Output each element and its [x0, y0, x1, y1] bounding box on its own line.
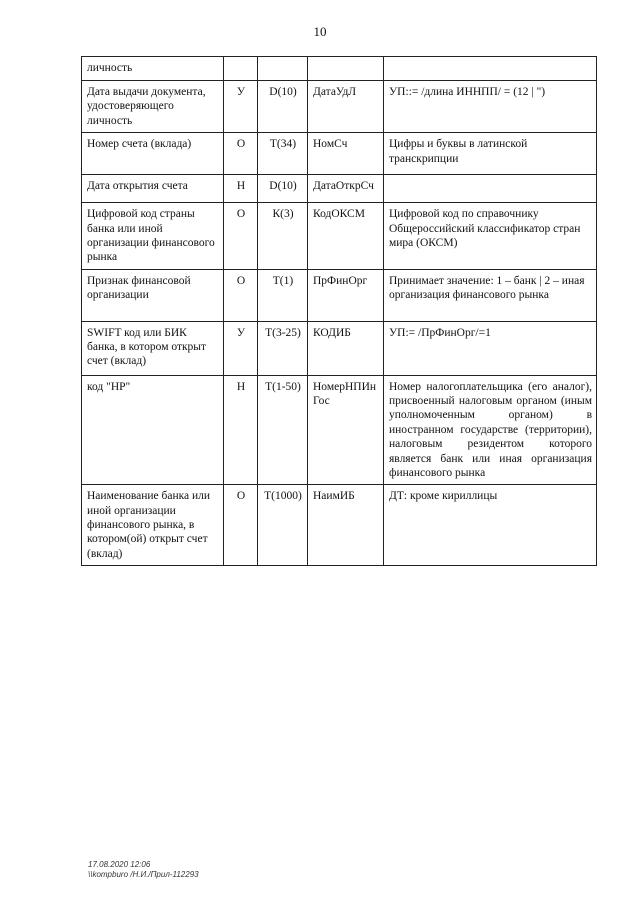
table-row: [82, 375, 597, 485]
cell-name: Цифровой код страны банка или иной организации финансового рынка: [82, 203, 224, 270]
cell-status: О: [224, 203, 258, 270]
cell-tag: НаимИБ: [308, 485, 384, 566]
cell-name: Признак финансовой организации: [82, 269, 224, 321]
cell-desc: УП:= /ПрФинОрг/=1: [384, 321, 597, 375]
cell-format: Т(1-50): [258, 375, 308, 485]
cell-tag: [308, 57, 384, 81]
spec-table: [81, 56, 597, 566]
cell-desc: УП::= /длина ИННПП/ = (12 | "): [384, 81, 597, 133]
cell-desc: ДТ: кроме кириллицы: [384, 485, 597, 566]
table-row: [82, 175, 597, 203]
table-row: [82, 57, 597, 81]
cell-desc: Цифровой код по справочнику Общероссийский классификатор стран мира (ОКСМ): [384, 203, 597, 270]
cell-tag: КодОКСМ: [308, 203, 384, 270]
cell-status: У: [224, 321, 258, 375]
cell-format: D(10): [258, 175, 308, 203]
cell-name: Наименование банка или иной организации финансового рынка, в котором(ой) открыт счет (вклад): [82, 485, 224, 566]
cell-desc: [384, 57, 597, 81]
table-row: [82, 269, 597, 321]
cell-format: Т(1): [258, 269, 308, 321]
cell-format: Т(3-25): [258, 321, 308, 375]
cell-desc: Принимает значение: 1 – банк | 2 – иная организация финансового рынка: [384, 269, 597, 321]
cell-tag: ДатаОткрСч: [308, 175, 384, 203]
cell-status: У: [224, 81, 258, 133]
cell-format: D(10): [258, 81, 308, 133]
cell-desc: Номер налогоплательщика (его аналог), присвоенный налоговым органом (иным уполномоченным органом) в иностранном государстве (территории), налоговым резидентом которого является банк или иная организация финансового рынка: [384, 375, 597, 485]
footer-stamp: [88, 860, 199, 879]
cell-tag: ПрФинОрг: [308, 269, 384, 321]
cell-status: О: [224, 485, 258, 566]
table-row: [82, 133, 597, 175]
cell-status: О: [224, 133, 258, 175]
cell-format: К(3): [258, 203, 308, 270]
cell-status: Н: [224, 375, 258, 485]
cell-status: О: [224, 269, 258, 321]
cell-desc: [384, 175, 597, 203]
cell-format: Т(1000): [258, 485, 308, 566]
cell-status: [224, 57, 258, 81]
page-number: 10: [313, 24, 327, 39]
table-row: [82, 321, 597, 375]
cell-name: SWIFT код или БИК банка, в котором открыт счет (вклад): [82, 321, 224, 375]
cell-name: Номер счета (вклада): [82, 133, 224, 175]
table-row: [82, 203, 597, 270]
cell-format: [258, 57, 308, 81]
cell-status: Н: [224, 175, 258, 203]
cell-tag: КОДИБ: [308, 321, 384, 375]
footer-user: \\kompburo /Н.И./Прил-112293: [88, 869, 199, 879]
footer-date: 17.08.2020 12:06: [88, 860, 151, 869]
cell-name: личность: [82, 57, 224, 81]
table-row: [82, 485, 597, 566]
cell-format: Т(34): [258, 133, 308, 175]
cell-name: код "НР": [82, 375, 224, 485]
cell-tag: НомСч: [308, 133, 384, 175]
cell-name: Дата выдачи документа, удостоверяющего личность: [82, 81, 224, 133]
cell-name: Дата открытия счета: [82, 175, 224, 203]
cell-desc: Цифры и буквы в латинской транскрипции: [384, 133, 597, 175]
cell-tag: ДатаУдЛ: [308, 81, 384, 133]
table-row: [82, 81, 597, 133]
cell-tag: НомерНПИнГос: [308, 375, 384, 485]
